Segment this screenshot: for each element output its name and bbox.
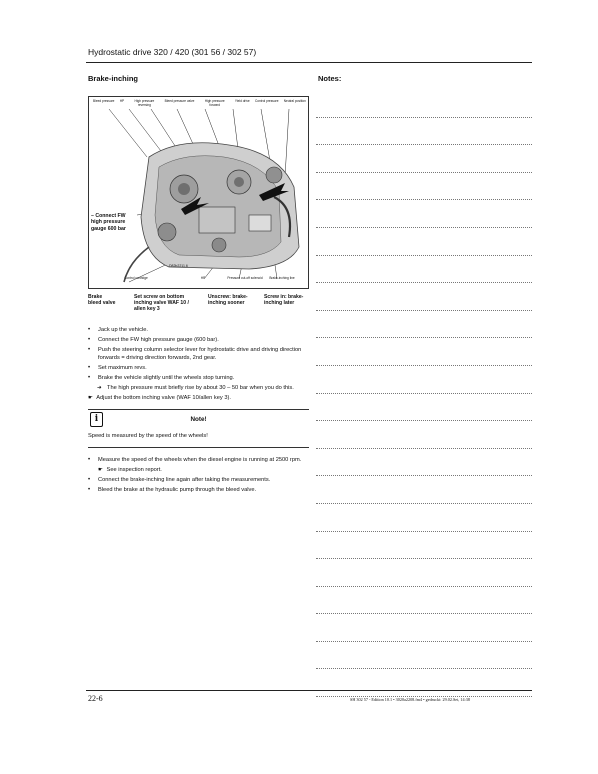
- fig-label: Bleed pressure valve: [164, 99, 195, 103]
- note-text: Speed is measured by the speed of the wheels!: [88, 432, 208, 439]
- footer-rule: [86, 690, 532, 691]
- note-line: [316, 118, 532, 146]
- step-item: • Connect the FW high pressure gauge (600 bar).: [88, 337, 309, 344]
- fig-label: HP: [119, 99, 125, 103]
- note-line: [316, 614, 532, 642]
- see-report-item: [88, 467, 309, 474]
- fig-bottom-label: Pressure cut-off solenoid: [227, 276, 263, 280]
- note-line: [316, 504, 532, 532]
- pointing-hand-icon: ☛: [88, 395, 93, 402]
- note-box: [88, 409, 309, 457]
- see-report-text: See inspection report.: [106, 466, 162, 473]
- notes-title: Notes:: [318, 74, 342, 83]
- pointing-hand-icon: ☛: [98, 466, 103, 473]
- note-line: [316, 587, 532, 615]
- fig-label: High pressure reversing: [134, 99, 155, 107]
- note-line: [316, 228, 532, 256]
- note-line: [316, 173, 532, 201]
- note-line: [316, 449, 532, 477]
- label-unscrew: Unscrew: brake-inching sooner: [208, 294, 248, 307]
- page-header: Hydrostatic drive 320 / 420 (301 56 / 302 57): [88, 47, 257, 57]
- label-set-screw: Set screw on bottom inching valve WAF 10 / allen key 3: [134, 294, 189, 313]
- fig-bottom-label: HP: [200, 276, 206, 280]
- step-item: • Set maximum revs.: [88, 365, 309, 372]
- step-item: • Jack up the vehicle.: [88, 327, 309, 334]
- label-screw-in: Screw in: brake-inching later: [264, 294, 304, 307]
- result-item: [88, 385, 309, 392]
- fig-label: Bleed pressure: [93, 99, 115, 103]
- note-rule-top: [88, 409, 309, 410]
- fig-bottom-label: Control cartridge: [124, 276, 148, 280]
- note-line: [316, 311, 532, 339]
- result-text: The high pressure must briefly rise by about 30 – 50 bar when you do this.: [107, 385, 294, 392]
- note-line: [316, 283, 532, 311]
- fig-label: Yield drive: [234, 99, 250, 103]
- info-icon: i: [90, 412, 103, 427]
- note-line: [316, 145, 532, 173]
- arrow-right-icon: ➜: [97, 385, 102, 392]
- fig-label: High pressure forward: [204, 99, 225, 107]
- pump-illustration: [89, 97, 309, 289]
- note-line: [316, 669, 532, 697]
- adjustment-labels: [88, 294, 309, 324]
- note-heading: Note!: [190, 415, 207, 423]
- instructions: [88, 327, 309, 497]
- step-item: • Connect the brake-inching line again after taking the measurements.: [88, 477, 309, 484]
- fig-label: Neutral position: [283, 99, 306, 103]
- label-brake-bleed-valve: Brake bleed valve: [88, 294, 116, 307]
- adjust-item: [88, 395, 309, 402]
- step-item: • Push the steering column selector lever for hydrostatic drive and driving direction forwards = driving direction forwards, 2nd gear.: [88, 347, 309, 361]
- note-line: [316, 476, 532, 504]
- note-line: [316, 200, 532, 228]
- step-item: • Bleed the brake at the hydraulic pump through the bleed valve.: [88, 487, 309, 494]
- note-rule-bottom: [88, 447, 309, 448]
- footer-info: SH 302 57 - Edition 10.1 • 3020a2208.fm4 • gedruckt: 29.02.Set, 14:38: [350, 697, 470, 702]
- notes-lines: [316, 90, 532, 697]
- note-line: [316, 256, 532, 284]
- note-line: [316, 90, 532, 118]
- note-line: [316, 338, 532, 366]
- pump-figure: [88, 96, 309, 289]
- section-title: Brake-inching: [88, 74, 139, 83]
- adjust-text: Adjust the bottom inching valve (WAF 10/allen key 3).: [96, 395, 231, 402]
- header-rule: [86, 62, 532, 63]
- note-line: [316, 532, 532, 560]
- fig-label: Control pressure: [254, 99, 279, 103]
- figure-callout: – Connect FW high pressure gauge 600 bar: [91, 213, 126, 232]
- step-item: • Measure the speed of the wheels when the diesel engine is running at 2500 rpm.: [88, 457, 309, 464]
- note-line: [316, 421, 532, 449]
- step-item: • Brake the vehicle slightly until the wheels stop turning.: [88, 375, 309, 382]
- note-line: [316, 366, 532, 394]
- figure-code: D82b2211.6: [169, 264, 188, 268]
- fig-bottom-label: Brake-inching line: [269, 276, 295, 280]
- note-line: [316, 559, 532, 587]
- note-line: [316, 642, 532, 670]
- page-number: 22-6: [88, 694, 103, 703]
- note-line: [316, 394, 532, 422]
